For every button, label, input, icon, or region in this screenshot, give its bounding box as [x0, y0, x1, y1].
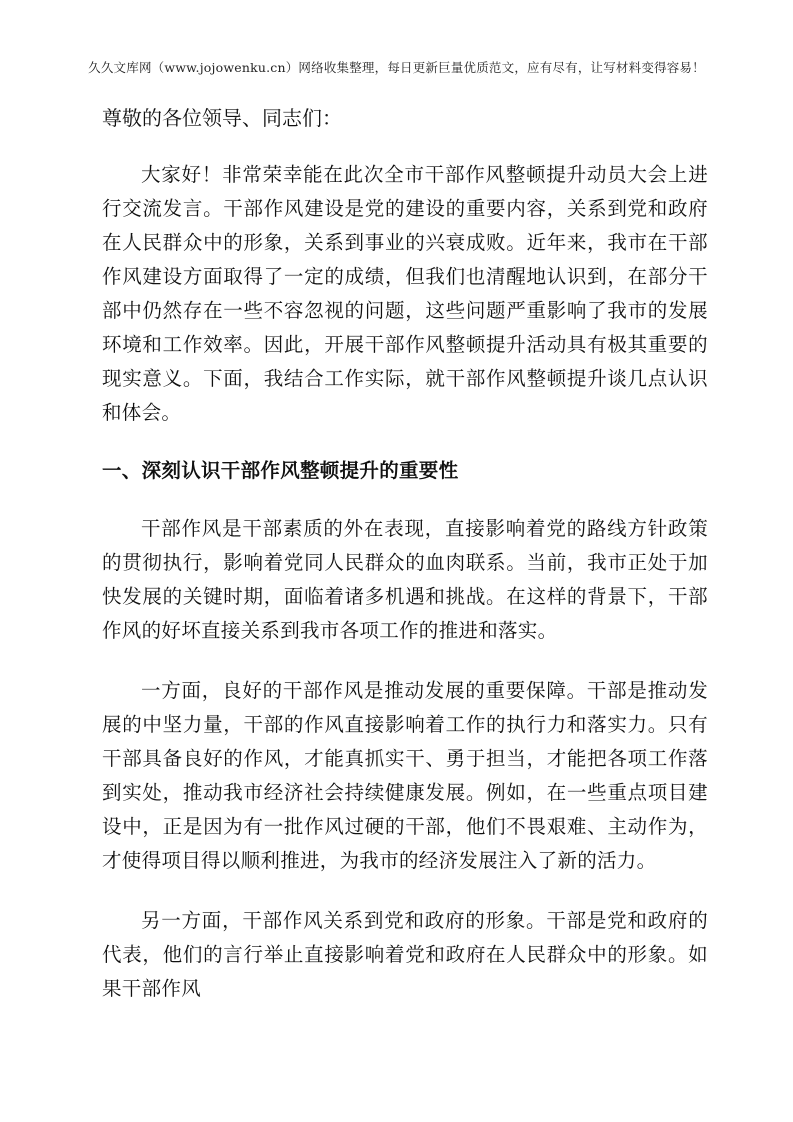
- section1-paragraph-2: 一方面，良好的干部作风是推动发展的重要保障。干部是推动发展的中坚力量，干部的作风直接影响着工作的执行力和落实力。只有干部具备良好的作风，才能真抓实干、勇于担当，才能把各项工作落到实处，推动我市经济社会持续健康发展。例如，在一些重点项目建设中，正是因为有一批作风过硬的干部，他们不畏艰难、主动作为，才使得项目得以顺利推进，为我市的经济发展注入了新的活力。: [102, 679, 708, 872]
- salutation: 尊敬的各位领导、同志们：: [102, 106, 342, 130]
- section1-paragraph-3: 另一方面，干部作风关系到党和政府的形象。干部是党和政府的代表，他们的言行举止直接影响着党和政府在人民群众中的形象。如果干部作风: [102, 909, 708, 1000]
- header-watermark: 久久文库网（www.jojowenku.cn）网络收集整理，每日更新巨量优质范文，应有尽有，让写材料变得容易！: [88, 60, 705, 75]
- document-body: [102, 104, 708, 1032]
- section1-paragraph-1: 干部作风是干部素质的外在表现，直接影响着党的路线方针政策的贯彻执行，影响着党同人民群众的血肉联系。当前，我市正处于加快发展的关键时期，面临着诸多机遇和挑战。在这样的背景下，干部作风的好坏直接关系到我市各项工作的推进和落实。: [102, 517, 708, 642]
- intro-paragraph: 大家好！非常荣幸能在此次全市干部作风整顿提升动员大会上进行交流发言。干部作风建设是党的建设的重要内容，关系到党和政府在人民群众中的形象，关系到事业的兴衰成败。近年来，我市在干部作风建设方面取得了一定的成绩，但我们也清醒地认识到，在部分干部中仍然存在一些不容忽视的问题，这些问题严重影响了我市的发展环境和工作效率。因此，开展干部作风整顿提升活动具有极其重要的现实意义。下面，我结合工作实际，就干部作风整顿提升谈几点认识和体会。: [102, 163, 708, 424]
- section-heading-1: 一、深刻认识干部作风整顿提升的重要性: [102, 459, 459, 482]
